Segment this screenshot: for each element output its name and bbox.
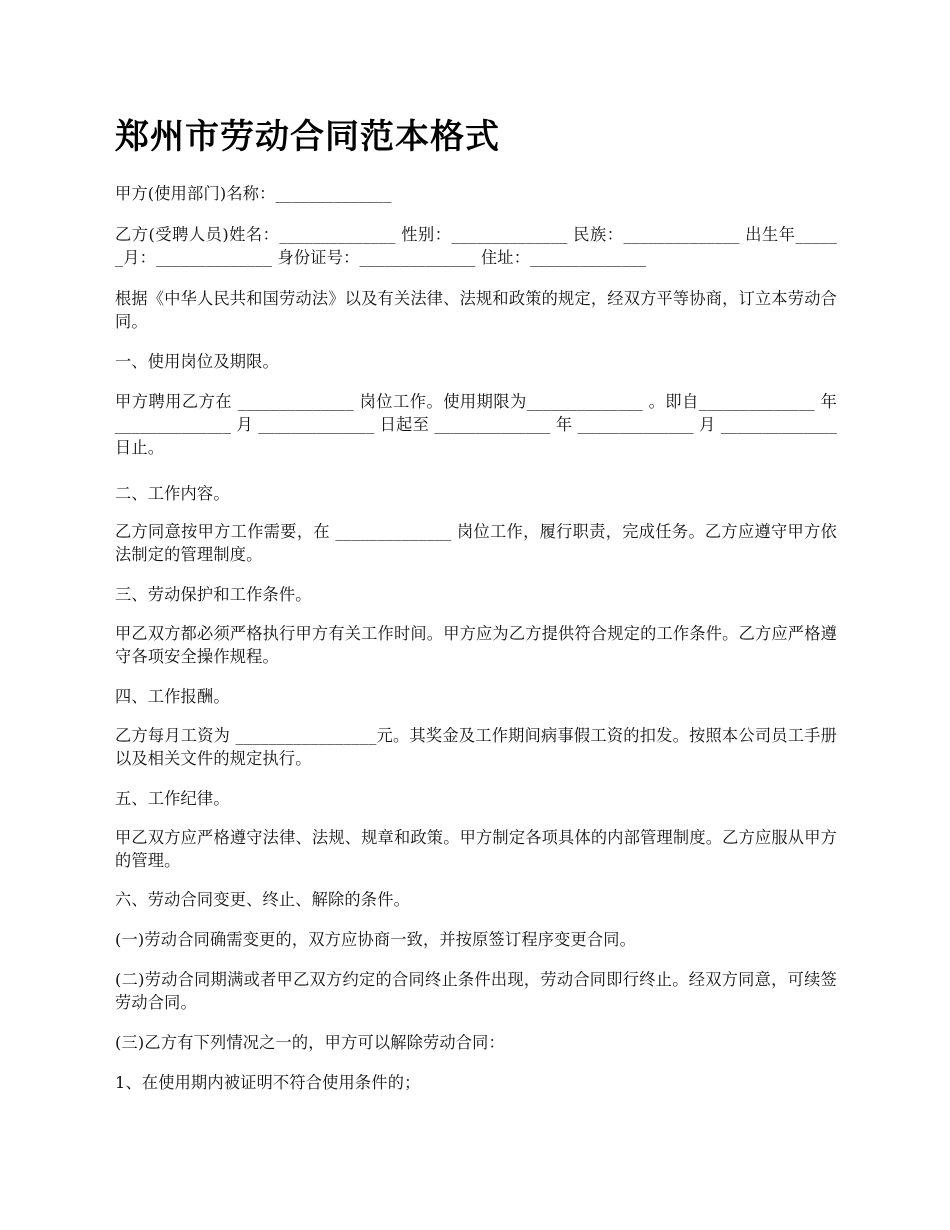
section-6-item-3: (三)乙方有下列情况之一的，甲方可以解除劳动合同： [115,1033,505,1052]
section-6-item-2: (二)劳动合同期满或者甲乙双方约定的合同终止条件出现，劳动合同即行终止。经双方同意，可续签劳动合同。 [115,970,837,1012]
party-b-info-paragraph: 乙方(受聘人员)姓名：______________ 性别：______________ 民族：______________ 出生年______月：______________ 身份证号：______________ 住址：______________ [115,225,837,267]
section-6-item-1: (一)劳动合同确需变更的，双方应协商一致，并按原签订程序变更合同。 [115,930,637,949]
section-3-heading: 三、劳动保护和工作条件。 [115,585,312,604]
section-5-heading: 五、工作纪律。 [115,789,230,808]
section-6-heading: 六、劳动合同变更、终止、解除的条件。 [115,890,410,909]
section-5-paragraph: 甲乙双方应严格遵守法律、法规、规章和政策。甲方制定各项具体的内部管理制度。乙方应服从甲方的管理。 [115,828,837,870]
party-a-name-line: 甲方(使用部门)名称：______________ [115,184,392,203]
document-title: 郑州市劳动合同范本格式 [115,117,500,157]
section-4-paragraph: 乙方每月工资为 _________________元。其奖金及工作期间病事假工资的扣发。按照本公司员工手册以及相关文件的规定执行。 [115,726,837,768]
section-4-heading: 四、工作报酬。 [115,687,230,706]
preamble-paragraph: 根据《中华人民共和国劳动法》以及有关法律、法规和政策的规定，经双方平等协商，订立本劳动合同。 [115,289,837,331]
section-2-paragraph: 乙方同意按甲方工作需要，在 ______________ 岗位工作，履行职责，完成任务。乙方应遵守甲方依法制定的管理制度。 [115,522,837,564]
section-2-heading: 二、工作内容。 [115,484,230,503]
section-3-paragraph: 甲乙双方都必须严格执行甲方有关工作时间。甲方应为乙方提供符合规定的工作条件。乙方应严格遵守各项安全操作规程。 [115,624,837,666]
section-1-heading: 一、使用岗位及期限。 [115,352,279,371]
section-6-item-3-clause-1: 1、在使用期内被证明不符合使用条件的； [115,1073,421,1092]
section-1-paragraph: 甲方聘用乙方在 ______________ 岗位工作。使用期限为______________ 。即自______________ 年 ______________ 月 ______________ 日起至 ______________ 年 ______________ 月 ______________ 日止。 [115,392,837,457]
